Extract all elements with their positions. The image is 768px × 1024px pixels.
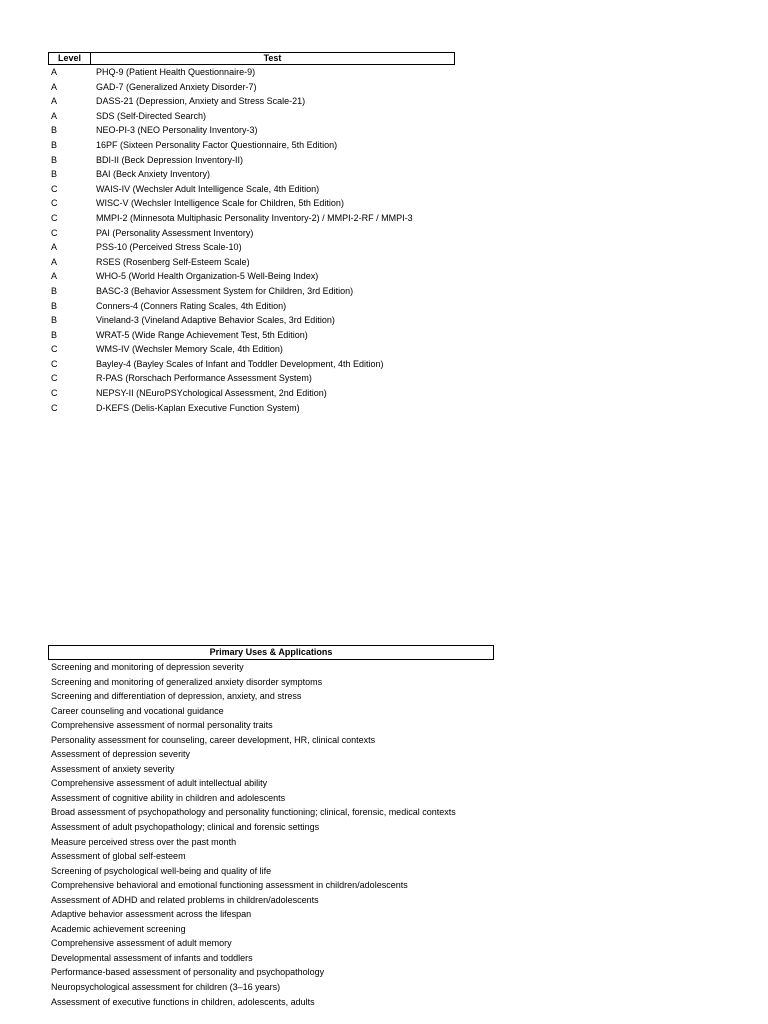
test-cell: D-KEFS (Delis-Kaplan Executive Function System) [96,402,300,413]
level-cell: B [51,169,58,180]
table-row [48,65,455,80]
level-cell: C [51,212,58,223]
test-cell: Vineland-3 (Vineland Adaptive Behavior Scales, 3rd Edition) [96,315,335,326]
uses-row: Screening and differentiation of depression, anxiety, and stress [51,691,302,702]
table-row [48,167,455,182]
table-row [48,109,455,124]
uses-row: Assessment of cognitive ability in children and adolescents [51,792,286,803]
level-cell: A [51,256,58,267]
level-column-header: Level [49,53,91,64]
test-cell: R-PAS (Rorschach Performance Assessment System) [96,373,312,384]
uses-row: Broad assessment of psychopathology and personality functioning; clinical, forensic, medical contexts [51,807,456,818]
test-cell: Bayley-4 (Bayley Scales of Infant and Toddler Development, 4th Edition) [96,358,384,369]
uses-row: Personality assessment for counseling, career development, HR, clinical contexts [51,734,376,745]
table-row [48,328,455,343]
level-cell: C [51,344,58,355]
test-cell: PSS-10 (Perceived Stress Scale-10) [96,242,242,253]
uses-row: Assessment of adult psychopathology; clinical and forensic settings [51,822,320,833]
test-cell: WAIS-IV (Wechsler Adult Intelligence Scale, 4th Edition) [96,183,320,194]
table-row [48,226,455,241]
level-cell: C [51,388,58,399]
table-row [48,386,455,401]
table-row [48,269,455,284]
table-row [48,196,455,211]
test-cell: BAI (Beck Anxiety Inventory) [96,169,211,180]
tests-table-body [48,65,455,415]
table-row [48,182,455,197]
test-column-header: Test [263,53,282,63]
uses-row: Comprehensive assessment of adult memory [51,938,232,949]
level-cell: C [51,402,58,413]
test-cell: WHO-5 (World Health Organization-5 Well-Being Index) [96,271,319,282]
table-row [48,123,455,138]
table-row [48,371,455,386]
uses-row: Assessment of global self-esteem [51,851,186,862]
level-cell: B [51,139,58,150]
uses-column-header: Primary Uses & Applications [48,645,494,660]
level-cell: A [51,96,58,107]
table-row [48,255,455,270]
uses-row: Assessment of executive functions in children, adolescents, adults [51,996,315,1007]
uses-row: Screening and monitoring of generalized anxiety disorder symptoms [51,676,323,687]
uses-row: Screening and monitoring of depression severity [51,662,244,672]
uses-row: Developmental assessment of infants and toddlers [51,952,253,963]
level-cell: B [51,154,58,165]
uses-row: Assessment of depression severity [51,749,191,760]
test-cell: WRAT-5 (Wide Range Achievement Test, 5th Edition) [96,329,308,340]
test-cell: PHQ-9 (Patient Health Questionnaire-9) [96,67,256,77]
level-cell: A [51,242,58,253]
test-cell: NEPSY-II (NEuroPSYchological Assessment, 2nd Edition) [96,388,327,399]
uses-row: Comprehensive assessment of adult intellectual ability [51,778,268,789]
test-cell: Conners-4 (Conners Rating Scales, 4th Edition) [96,300,287,311]
level-cell: B [51,285,58,296]
table-row [48,240,455,255]
level-cell: B [51,125,58,136]
uses-row: Screening of psychological well-being and quality of life [51,865,272,876]
table-row [48,299,455,314]
uses-row: Academic achievement screening [51,923,186,934]
tests-table [48,52,455,415]
level-cell: A [51,110,58,121]
level-cell: C [51,358,58,369]
level-cell: C [51,198,58,209]
uses-row: Assessment of anxiety severity [51,763,175,774]
test-cell: BASC-3 (Behavior Assessment System for Children, 3rd Edition) [96,285,354,296]
table-row [48,138,455,153]
uses-row: Assessment of ADHD and related problems in children/adolescents [51,894,319,905]
level-cell: A [51,81,58,92]
test-cell: BDI-II (Beck Depression Inventory-II) [96,154,244,165]
test-cell: MMPI-2 (Minnesota Multiphasic Personality Inventory-2) / MMPI-2-RF / MMPI-3 [96,212,413,223]
test-cell: GAD-7 (Generalized Anxiety Disorder-7) [96,81,257,92]
test-cell: DASS-21 (Depression, Anxiety and Stress Scale-21) [96,96,306,107]
test-cell: PAI (Personality Assessment Inventory) [96,227,254,238]
table-row [48,284,455,299]
uses-row: Career counseling and vocational guidance [51,705,224,716]
uses-row: Performance-based assessment of personality and psychopathology [51,967,325,978]
test-cell: 16PF (Sixteen Personality Factor Questionnaire, 5th Edition) [96,139,338,150]
uses-row: Neuropsychological assessment for children (3–16 years) [51,982,281,993]
level-cell: A [51,271,58,282]
table-row [48,357,455,372]
uses-row: Adaptive behavior assessment across the lifespan [51,909,252,920]
test-cell: WISC-V (Wechsler Intelligence Scale for Children, 5th Edition) [96,198,344,209]
level-cell: B [51,329,58,340]
table-row [48,94,455,109]
table-row [48,401,455,416]
uses-row: Comprehensive behavioral and emotional functioning assessment in children/adolescents [51,880,408,891]
table-row [48,313,455,328]
uses-table-body [48,660,494,1009]
level-cell: C [51,373,58,384]
table-row [48,211,455,226]
level-cell: B [51,300,58,311]
level-cell: C [51,227,58,238]
test-cell: NEO-PI-3 (NEO Personality Inventory-3) [96,125,258,136]
tests-table-header [48,52,455,65]
uses-row: Comprehensive assessment of normal personality traits [51,720,273,731]
uses-row: Measure perceived stress over the past month [51,836,237,847]
test-cell: RSES (Rosenberg Self-Esteem Scale) [96,256,250,267]
level-cell: C [51,183,58,194]
table-row [48,153,455,168]
test-cell: WMS-IV (Wechsler Memory Scale, 4th Edition) [96,344,283,355]
level-cell: B [51,315,58,326]
table-row [48,342,455,357]
table-row [48,80,455,95]
level-cell: A [51,67,58,77]
uses-table [48,645,494,1009]
test-cell: SDS (Self-Directed Search) [96,110,207,121]
